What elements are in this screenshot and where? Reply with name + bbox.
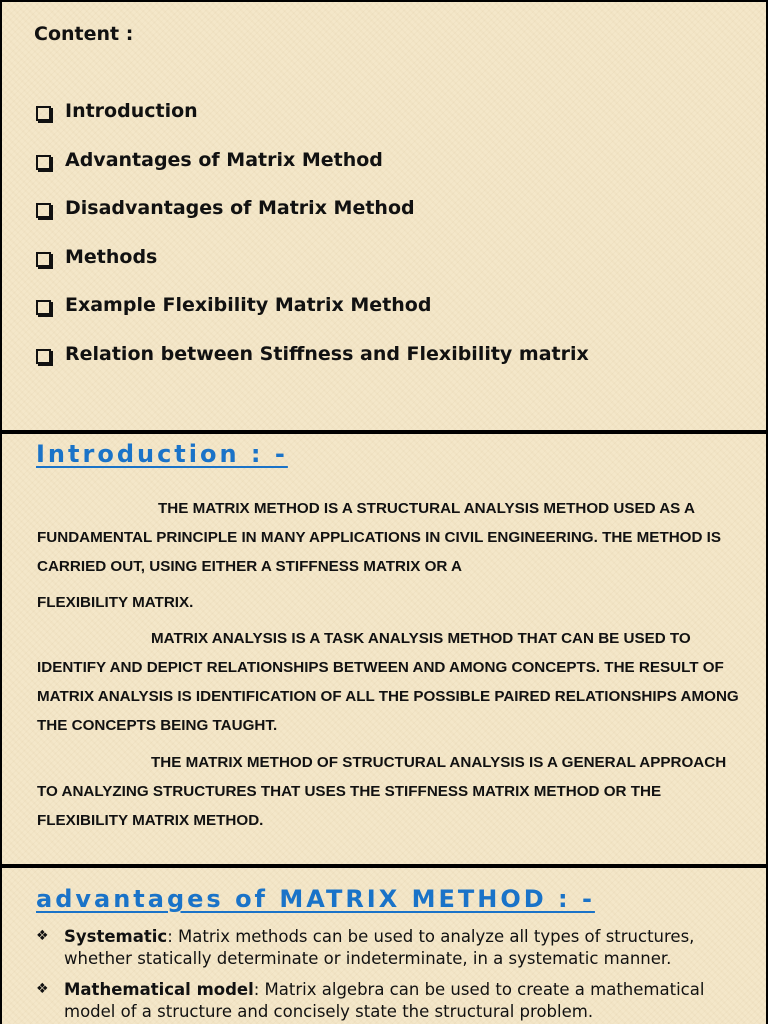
- advantages-title: advantages of MATRIX METHOD : -: [36, 885, 595, 913]
- introduction-title: Introduction : -: [36, 440, 288, 468]
- content-item: Introduction: [36, 100, 589, 149]
- diamond-bullet-icon: ❖: [36, 981, 49, 997]
- content-item: Disadvantages of Matrix Method: [36, 197, 589, 246]
- content-item: Methods: [36, 246, 589, 295]
- checkbox-bullet-icon: [36, 155, 51, 170]
- content-title: Content :: [34, 23, 134, 45]
- content-item: Example Flexibility Matrix Method: [36, 294, 589, 343]
- diamond-bullet-icon: ❖: [36, 928, 49, 944]
- intro-paragraph-3: THE MATRIX METHOD OF STRUCTURAL ANALYSIS IS A GENERAL APPROACH TO ANALYZING STRUCTURES THAT USES THE STIFFNESS MATRIX METHOD OR THE FLEXIBILITY MATRIX METHOD.: [37, 754, 727, 829]
- checkbox-bullet-icon: [36, 349, 51, 364]
- content-list: [36, 100, 589, 391]
- advantages-slide: [2, 868, 766, 1024]
- checkbox-bullet-icon: [36, 203, 51, 218]
- advantages-list: [36, 926, 746, 1024]
- checkbox-bullet-icon: [36, 300, 51, 315]
- advantage-item: ❖ Systematic: Matrix methods can be used to analyze all types of structures, whether statically determinate or indeterminate, in a systematic manner.: [36, 927, 695, 968]
- content-slide: [2, 2, 766, 430]
- content-item: Advantages of Matrix Method: [36, 149, 589, 198]
- introduction-slide: [2, 434, 766, 864]
- intro-paragraph-2: MATRIX ANALYSIS IS A TASK ANALYSIS METHOD THAT CAN BE USED TO IDENTIFY AND DEPICT RELATIONSHIPS BETWEEN AND AMONG CONCEPTS. THE RESULT OF MATRIX ANALYSIS IS IDENTIFICATION OF ALL THE POSSIBLE PAIRED RELATIONSHIPS AMONG THE CONCEPTS BEING TAUGHT.: [37, 630, 739, 734]
- intro-paragraph-1-end: FLEXIBILITY MATRIX.: [37, 594, 194, 611]
- intro-paragraph-1: THE MATRIX METHOD IS A STRUCTURAL ANALYSIS METHOD USED AS A FUNDAMENTAL PRINCIPLE IN MANY APPLICATIONS IN CIVIL ENGINEERING. THE METHOD IS CARRIED OUT, USING EITHER A STIFFNESS MATRIX OR A: [37, 500, 722, 575]
- content-item: Relation between Stiffness and Flexibility matrix: [36, 343, 589, 392]
- checkbox-bullet-icon: [36, 252, 51, 267]
- checkbox-bullet-icon: [36, 106, 51, 121]
- advantage-item: ❖ Mathematical model: Matrix algebra can be used to create a mathematical model of a structure and concisely state the structural problem.: [36, 980, 705, 1021]
